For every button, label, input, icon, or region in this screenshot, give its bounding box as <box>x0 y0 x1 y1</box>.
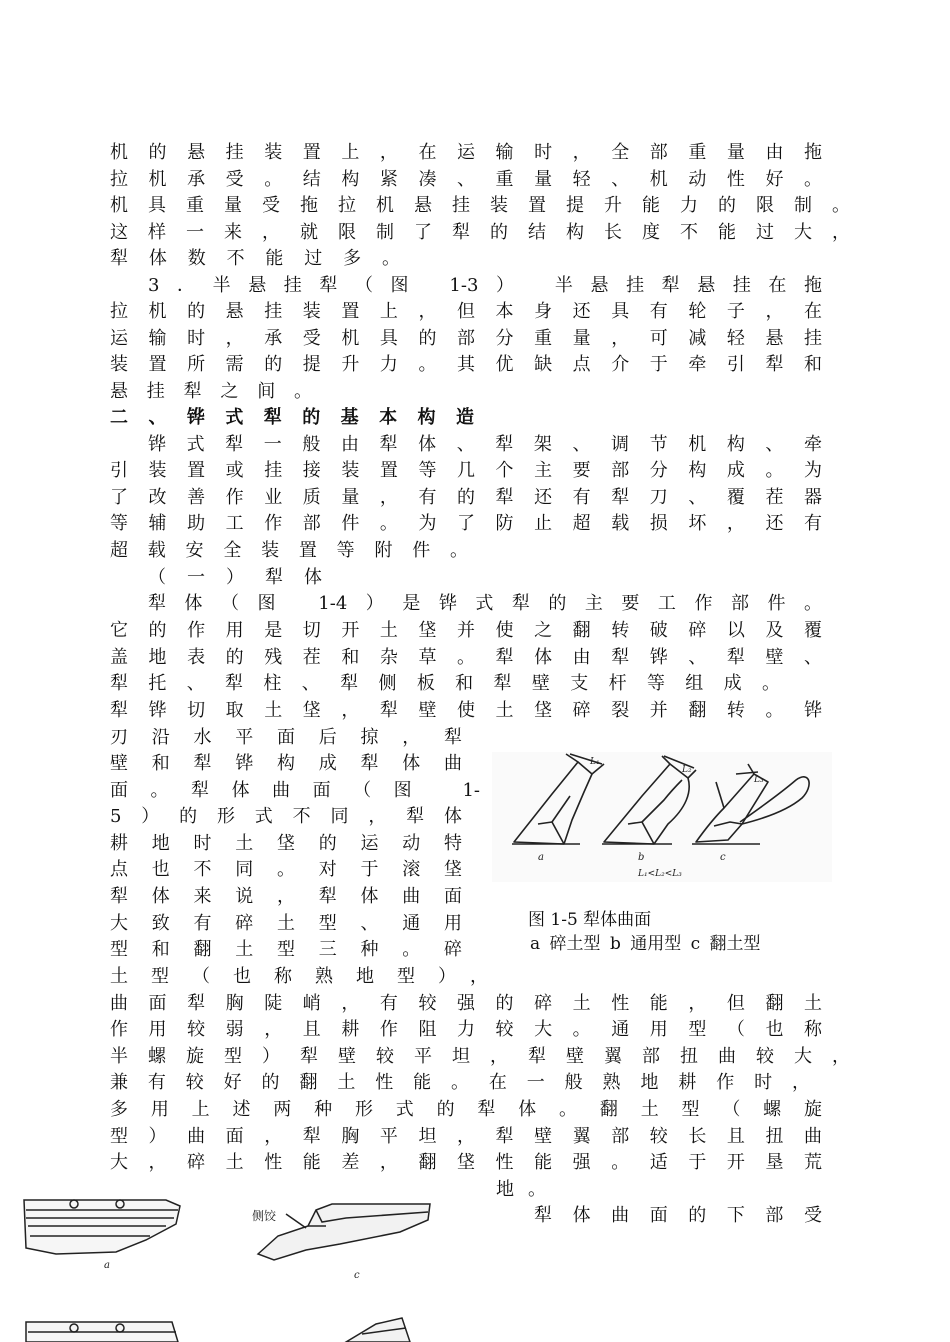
text-line: 5）的形式不同，犁体 <box>110 806 462 827</box>
subsection-heading: （一）犁体 <box>148 567 322 588</box>
text-line: 拉机的悬挂装置上，但本身还具有轮子，在 <box>110 301 822 322</box>
text-line: 铧式犁一般由犁体、犁架、调节机构、牵 <box>148 434 822 455</box>
text-line: 犁体来说，犁体曲面 <box>110 886 462 907</box>
text-line: 曲面犁胸陡峭，有较强的碎土性能，但翻土 <box>110 993 822 1014</box>
text-line: 这样一来，就限制了犁的结构长度不能过大， <box>110 222 850 243</box>
text-line: 土型（也称熟地型）， <box>110 966 488 987</box>
text-line: 型和翻土型三种。碎 <box>110 939 462 960</box>
dimension-label: L₂ <box>682 765 692 775</box>
text-line: 盖地表的残茬和杂草。犁体由犁铧、犁壁、 <box>110 647 822 668</box>
figure-label: c <box>354 1270 360 1281</box>
figure-plow-body-surfaces <box>492 752 832 882</box>
figure-subcaption: a 碎土型 b 通用型 c 翻土型 <box>530 934 761 954</box>
text-line: 型）曲面，犁胸平坦，犁壁翼部较长且扭曲 <box>110 1126 822 1147</box>
figure-label: a <box>104 1260 110 1271</box>
dimension-label: L₁ <box>590 757 600 767</box>
text-line: 点也不同。对于滚垡 <box>110 859 462 880</box>
dimension-label: L₃ <box>754 775 764 785</box>
text-line: 犁体数不能过多。 <box>110 248 400 269</box>
text-line: 刃沿水平面后掠，犁 <box>110 727 462 748</box>
text-line: 犁铧切取土垡，犁壁使土垡碎裂并翻转。铧 <box>110 700 822 721</box>
plow-share-lower <box>26 1318 410 1342</box>
plow-share-c <box>258 1204 430 1260</box>
text-line: 半螺旋型）犁壁较平坦，犁壁翼部扭曲较大， <box>110 1046 850 1067</box>
figure-label: a <box>538 852 544 863</box>
text-line: 机的悬挂装置上，在运输时，全部重量由拖 <box>110 142 822 163</box>
text-line: 引装置或挂接装置等几个主要部分构成。为 <box>110 460 822 481</box>
figure-caption: 图 1-5 犁体曲面 <box>528 910 652 930</box>
text-line: 犁托、犁柱、犁侧板和犁壁支杆等组成。 <box>110 673 780 694</box>
text-line: 超载安全装置等附件。 <box>110 540 468 561</box>
figure-side-label: 侧饺 <box>252 1209 277 1223</box>
text-line: 悬挂犁之间。 <box>110 381 312 402</box>
figure-label: b <box>638 852 645 863</box>
text-line: 地。 <box>496 1179 546 1200</box>
text-line: 拉机承受。结构紧凑、重量轻、机动性好。 <box>110 169 822 190</box>
text-line: 耕地时土垡的运动特 <box>110 833 462 854</box>
text-line: 大致有碎土型、通用 <box>110 913 462 934</box>
plow-share-a <box>24 1200 180 1254</box>
text-line: 作用较弱，且耕作阻力较大。通用型（也称 <box>110 1019 822 1040</box>
text-line: 犁体曲面的下部受 <box>534 1205 822 1226</box>
text-line: 运输时，承受机具的部分重量，可减轻悬挂 <box>110 328 822 349</box>
text-line: 犁体（图 1-4）是铧式犁的主要工作部件。 <box>148 593 822 614</box>
text-line: 壁和犁铧构成犁体曲 <box>110 753 462 774</box>
figure-plow-parts <box>16 1192 446 1342</box>
text-line: 它的作用是切开土垡并使之翻转破碎以及覆 <box>110 620 822 641</box>
text-line: 了改善作业质量，有的犁还有犁刀、覆茬器 <box>110 487 822 508</box>
text-line: 大，碎土性能差，翻垡性能强。适于开垦荒 <box>110 1152 822 1173</box>
text-line: 兼有较好的翻土性能。在一般熟地耕作时， <box>110 1072 810 1093</box>
figure-formula: L₁<L₂<L₃ <box>638 869 682 879</box>
section-heading: 二、铧式犁的基本构造 <box>110 407 474 428</box>
text-line: 机具重量受拖拉机悬挂装置提升能力的限制。 <box>110 195 850 216</box>
text-line: 3．半悬挂犁（图 1-3） 半悬挂犁悬挂在拖 <box>148 275 822 296</box>
figure-label: c <box>720 852 726 863</box>
text-line: 等辅助工作部件。为了防止超载损坏，还有 <box>110 513 822 534</box>
text-line: 多用上述两种形式的犁体。翻土型（螺旋 <box>110 1099 822 1120</box>
text-line: 装置所需的提升力。其优缺点介于牵引犁和 <box>110 354 822 375</box>
text-line: 面。犁体曲面（图 1- <box>110 780 480 801</box>
